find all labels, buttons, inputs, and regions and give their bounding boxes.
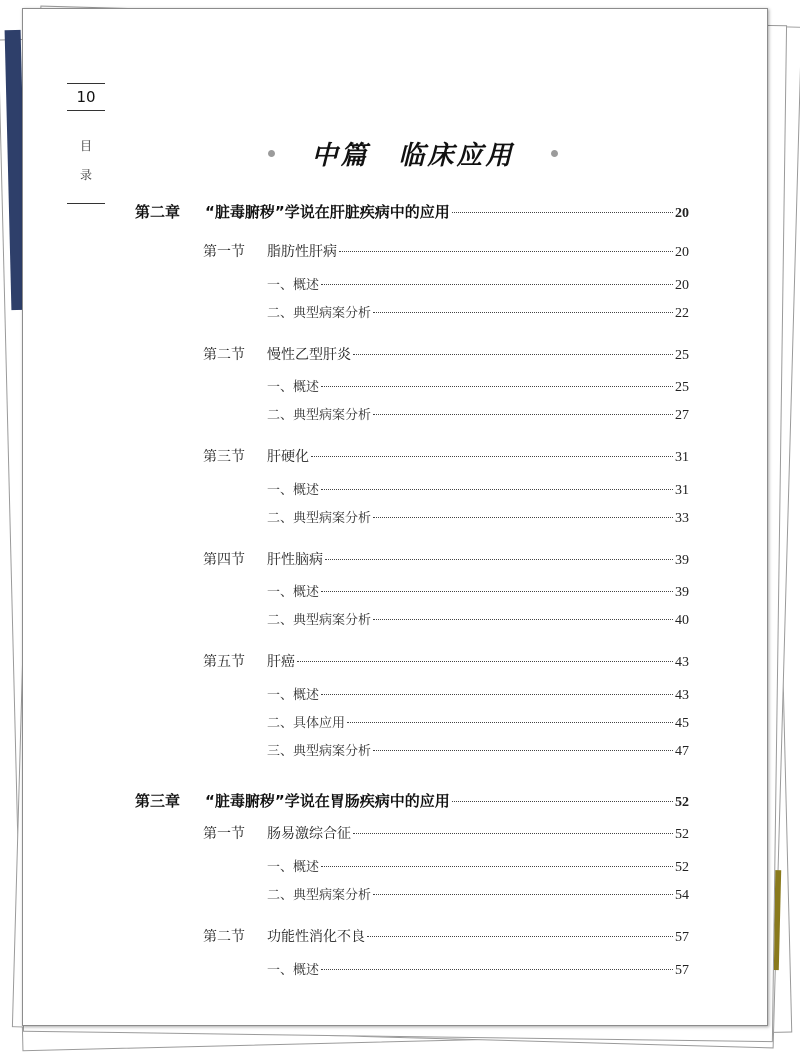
section-number: 第四节 (203, 552, 245, 568)
toc-section-entry[interactable] (203, 446, 689, 466)
toc-section-entry[interactable] (203, 823, 689, 843)
toc-subentry[interactable] (267, 856, 689, 876)
toc-subentry[interactable] (267, 302, 689, 322)
side-label-char: 录 (79, 168, 92, 182)
entry-title: 慢性乙型肝炎 (267, 347, 351, 363)
entry-title: 肝癌 (267, 654, 295, 670)
dot-leader (353, 354, 673, 355)
section-number: 第二节 (203, 929, 245, 945)
dot-leader (321, 591, 673, 592)
entry-page: 47 (675, 744, 689, 759)
entry-page: 27 (675, 408, 689, 423)
entry-page: 31 (675, 450, 689, 465)
entry-title: 脂肪性肝病 (267, 244, 337, 260)
entry-page: 25 (675, 348, 689, 363)
entry-title: 二、典型病案分析 (267, 408, 372, 423)
entry-title: 三、典型病案分析 (267, 744, 372, 759)
dot-leader (373, 414, 673, 415)
dot-leader (373, 750, 673, 751)
toc-subentry[interactable] (267, 507, 689, 527)
entry-title: 一、概述 (267, 963, 320, 978)
entry-title: “脏毒腑秽”学说在肝脏疾病中的应用 (205, 203, 450, 221)
toc-chapter-entry[interactable] (135, 201, 689, 222)
entry-title: 肝硬化 (267, 449, 309, 465)
dot-leader (325, 559, 673, 560)
dot-leader (339, 251, 673, 252)
section-number: 第五节 (203, 654, 245, 670)
entry-title: 一、概述 (267, 585, 320, 600)
entry-page: 52 (675, 795, 689, 810)
toc-subentry[interactable] (267, 404, 689, 424)
entry-title: 二、典型病案分析 (267, 511, 372, 526)
toc-section-entry[interactable] (203, 926, 689, 946)
dot-leader (373, 517, 673, 518)
dot-leader (297, 661, 673, 662)
entry-title: 功能性消化不良 (267, 929, 365, 945)
section-number: 第一节 (203, 244, 245, 260)
entry-title: 一、概述 (267, 483, 320, 498)
toc-subentry[interactable] (267, 581, 689, 601)
dot-leader (321, 386, 673, 387)
entry-title: 二、典型病案分析 (267, 613, 372, 628)
dot-leader (452, 212, 673, 213)
dot-leader (347, 722, 673, 723)
part-heading (268, 133, 558, 173)
toc-section-entry[interactable] (203, 651, 689, 671)
chapter-number: 第三章 (135, 792, 181, 810)
toc-subentry[interactable] (267, 884, 689, 904)
part-title: 中篇 临床应用 (311, 141, 515, 171)
entry-page: 40 (675, 613, 689, 628)
toc-subentry[interactable] (267, 740, 689, 760)
section-number: 第二节 (203, 347, 245, 363)
entry-page: 31 (675, 483, 689, 498)
entry-page: 52 (675, 827, 689, 842)
entry-title: 肠易激综合征 (267, 826, 351, 842)
entry-page: 22 (675, 306, 689, 321)
toc-subentry[interactable] (267, 274, 689, 294)
dot-leader (321, 284, 673, 285)
entry-title: “脏毒腑秽”学说在胃肠疾病中的应用 (205, 792, 450, 810)
entry-page: 25 (675, 380, 689, 395)
entry-title: 一、概述 (267, 860, 320, 875)
entry-title: 二、典型病案分析 (267, 888, 372, 903)
toc-subentry[interactable] (267, 712, 689, 732)
entry-page: 20 (675, 206, 689, 221)
entry-title: 肝性脑病 (267, 552, 323, 568)
side-section-label (67, 137, 105, 183)
dot-leader (373, 619, 673, 620)
entry-page: 20 (675, 245, 689, 260)
dot-leader (353, 833, 673, 834)
entry-title: 一、概述 (267, 278, 320, 293)
side-label-char: 目 (79, 139, 92, 153)
chapter-number: 第二章 (135, 203, 181, 221)
section-number: 第一节 (203, 826, 245, 842)
page-number: 10 (76, 88, 96, 106)
toc-subentry[interactable] (267, 376, 689, 396)
section-number: 第三节 (203, 449, 245, 465)
toc-subentry[interactable] (267, 684, 689, 704)
toc-subentry[interactable] (267, 959, 689, 979)
dot-leader (373, 894, 673, 895)
entry-page: 33 (675, 511, 689, 526)
entry-title: 一、概述 (267, 688, 320, 703)
entry-title: 一、概述 (267, 380, 320, 395)
dot-leader (321, 969, 673, 970)
divider (67, 110, 105, 111)
divider (67, 83, 105, 84)
entry-page: 52 (675, 860, 689, 875)
entry-page: 39 (675, 585, 689, 600)
entry-page: 39 (675, 553, 689, 568)
bullet-dot-icon (268, 150, 275, 157)
entry-page: 43 (675, 655, 689, 670)
toc-subentry[interactable] (267, 479, 689, 499)
divider (67, 203, 105, 204)
dot-leader (367, 936, 673, 937)
entry-page: 43 (675, 688, 689, 703)
entry-page: 57 (675, 963, 689, 978)
entry-page: 20 (675, 278, 689, 293)
toc-subentry[interactable] (267, 609, 689, 629)
entry-page: 45 (675, 716, 689, 731)
toc-section-entry[interactable] (203, 344, 689, 364)
dot-leader (321, 694, 673, 695)
page-number-block (67, 83, 105, 111)
dot-leader (321, 866, 673, 867)
toc-page (22, 8, 768, 1026)
toc-section-entry[interactable] (203, 549, 689, 569)
entry-page: 57 (675, 930, 689, 945)
entry-page: 54 (675, 888, 689, 903)
bullet-dot-icon (551, 150, 558, 157)
dot-leader (373, 312, 673, 313)
dot-leader (311, 456, 673, 457)
entry-title: 二、具体应用 (267, 716, 346, 731)
dot-leader (452, 801, 673, 802)
toc-chapter-entry[interactable] (135, 790, 689, 811)
dot-leader (321, 489, 673, 490)
toc-section-entry[interactable] (203, 241, 689, 261)
entry-title: 二、典型病案分析 (267, 306, 372, 321)
